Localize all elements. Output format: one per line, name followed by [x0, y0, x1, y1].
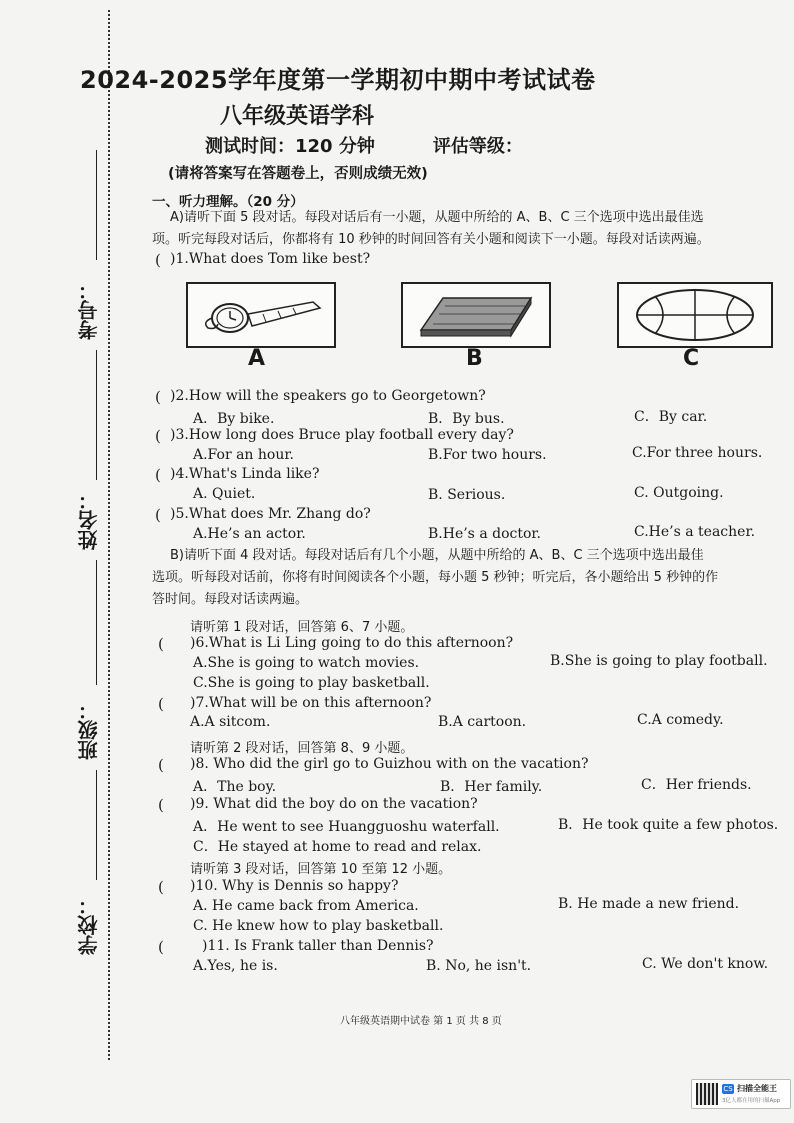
- question-11: )11. Is Frank taller than Dennis?: [202, 938, 434, 954]
- camscanner-logo-icon: CS: [723, 1085, 733, 1093]
- dialog-3-instruction: 请听第 3 段对话，回答第 10 至第 12 小题。: [190, 862, 452, 877]
- class-label: 班级：: [77, 700, 101, 760]
- q9-option-b: B．He took quite a few photos.: [558, 817, 779, 833]
- scanner-watermark: [691, 1079, 791, 1109]
- grade-label: 评估等级：: [432, 136, 523, 157]
- question-4: )4.What's Linda like?: [170, 466, 320, 482]
- question-6: )6.What is Li Ling going to do this afternoon?: [190, 635, 514, 651]
- q6-option-a: A.She is going to watch movies.: [193, 655, 420, 671]
- qr-code-icon: [696, 1083, 718, 1105]
- name-label: 姓名：: [77, 490, 101, 550]
- part-a-instruction-2: 项。听完每段对话后，你都将有 10 秒钟的时间回答有关小题和阅读下一小题。每段对话读两遍。: [152, 232, 710, 247]
- answer-paren: (: [155, 388, 161, 406]
- picture-c-ball: [617, 282, 773, 348]
- picture-a-watch: [186, 282, 336, 348]
- binding-strip: [0, 0, 120, 1123]
- exam-no-label: 考号：: [77, 280, 101, 340]
- q7-option-b: B.A cartoon.: [438, 714, 527, 730]
- class-line: [96, 560, 97, 685]
- q6-option-c: C.She is going to play basketball.: [193, 675, 430, 691]
- q8-option-c: C．Her friends.: [641, 777, 752, 793]
- q5-option-b: B.He’s a doctor.: [428, 526, 542, 542]
- dialog-2-instruction: 请听第 2 段对话，回答第 8、9 小题。: [190, 741, 414, 756]
- answer-paren: (: [158, 796, 164, 814]
- q11-option-a: A.Yes, he is.: [193, 958, 278, 974]
- binding-dotted-line: [108, 10, 110, 1060]
- q10-option-b: B. He made a new friend.: [558, 896, 740, 912]
- q7-option-c: C.A comedy.: [637, 712, 724, 728]
- scanner-app-name: 扫描全能王: [737, 1084, 777, 1093]
- q3-option-c: C.For three hours.: [632, 445, 763, 461]
- question-1: )1.What does Tom like best?: [170, 251, 371, 267]
- answer-paren: (: [155, 506, 161, 524]
- section-heading: 一、听力理解。（20 分）: [152, 194, 304, 210]
- answer-paren: (: [155, 251, 161, 269]
- exam-time-grade: [205, 132, 523, 158]
- watch-icon: [188, 284, 334, 346]
- answer-notice: (请将答案写在答题卷上，否则成绩无效): [168, 166, 428, 182]
- q11-option-c: C. We don't know.: [642, 956, 769, 972]
- part-b-instruction-2: 选项。听每段对话前，你将有时间阅读各个小题，每小题 5 秒钟；听完后，各小题给出 5 秒钟的作: [152, 570, 719, 585]
- book-icon: [403, 284, 549, 346]
- q4-option-c: C. Outgoing.: [634, 485, 724, 501]
- part-b-instruction-3: 答时间。每段对话读两遍。: [152, 592, 309, 607]
- q10-option-a: A. He came back from America.: [193, 898, 419, 914]
- page-footer: 八年级英语期中试卷 第 1 页 共 8 页: [340, 1016, 502, 1027]
- dialog-1-instruction: 请听第 1 段对话，回答第 6、7 小题。: [190, 620, 414, 635]
- answer-paren: (: [155, 466, 161, 484]
- q8-option-a: A．The boy.: [193, 779, 277, 795]
- q4-option-a: A. Quiet.: [193, 486, 256, 502]
- answer-paren: (: [158, 878, 164, 896]
- question-9: )9. What did the boy do on the vacation?: [190, 796, 478, 812]
- q8-option-b: B．Her family.: [440, 779, 543, 795]
- q6-option-b: B.She is going to play football.: [550, 653, 768, 669]
- answer-paren: (: [158, 938, 164, 956]
- q11-option-b: B. No, he isn't.: [426, 958, 532, 974]
- school-line: [96, 770, 97, 880]
- answer-paren: (: [158, 756, 164, 774]
- q4-option-b: B. Serious.: [428, 487, 506, 503]
- question-3: )3.How long does Bruce play football every day?: [170, 427, 514, 443]
- q3-option-a: A.For an hour.: [193, 447, 294, 463]
- q10-option-c: C. He knew how to play basketball.: [193, 918, 444, 934]
- picture-label-a: A: [248, 346, 266, 371]
- scanner-app-tagline: 3亿人都在用的扫描App: [722, 1098, 781, 1104]
- answer-paren: (: [158, 695, 164, 713]
- picture-label-b: B: [466, 346, 483, 371]
- exam-title: 2024-2025学年度第一学期初中期中考试试卷: [80, 66, 596, 94]
- basketball-icon: [619, 284, 771, 346]
- q2-option-b: B．By bus.: [428, 411, 505, 427]
- q5-option-c: C.He’s a teacher.: [634, 524, 756, 540]
- answer-paren: (: [158, 635, 164, 653]
- q5-option-a: A.He’s an actor.: [193, 526, 306, 542]
- exam-subtitle: 八年级英语学科: [220, 104, 375, 129]
- q7-option-a: A.A sitcom.: [190, 714, 271, 730]
- part-a-instruction-1: A)请听下面 5 段对话。每段对话后有一小题，从题中所给的 A、B、C 三个选项中选出最佳选: [170, 210, 704, 225]
- name-line: [96, 350, 97, 480]
- picture-label-c: C: [683, 346, 700, 371]
- q9-option-c: C．He stayed at home to read and relax.: [193, 839, 482, 855]
- question-8: )8. Who did the girl go to Guizhou with on the vacation?: [190, 756, 589, 772]
- q2-option-a: A．By bike.: [193, 411, 275, 427]
- picture-b-book: [401, 282, 551, 348]
- q2-option-c: C．By car.: [634, 409, 708, 425]
- exam-no-line: [96, 150, 97, 260]
- part-b-instruction-1: B)请听下面 4 段对话。每段对话后有几个小题，从题中所给的 A、B、C 三个选项中选出最佳: [170, 548, 704, 563]
- school-label: 学校：: [77, 895, 101, 955]
- answer-paren: (: [155, 427, 161, 445]
- q9-option-a: A．He went to see Huangguoshu waterfall.: [193, 819, 500, 835]
- question-7: )7.What will be on this afternoon?: [190, 695, 432, 711]
- q3-option-b: B.For two hours.: [428, 447, 547, 463]
- question-5: )5.What does Mr. Zhang do?: [170, 506, 371, 522]
- question-2: )2.How will the speakers go to Georgetown?: [170, 388, 486, 404]
- question-10: )10. Why is Dennis so happy?: [190, 878, 399, 894]
- time-label: 测试时间：120 分钟: [205, 136, 375, 157]
